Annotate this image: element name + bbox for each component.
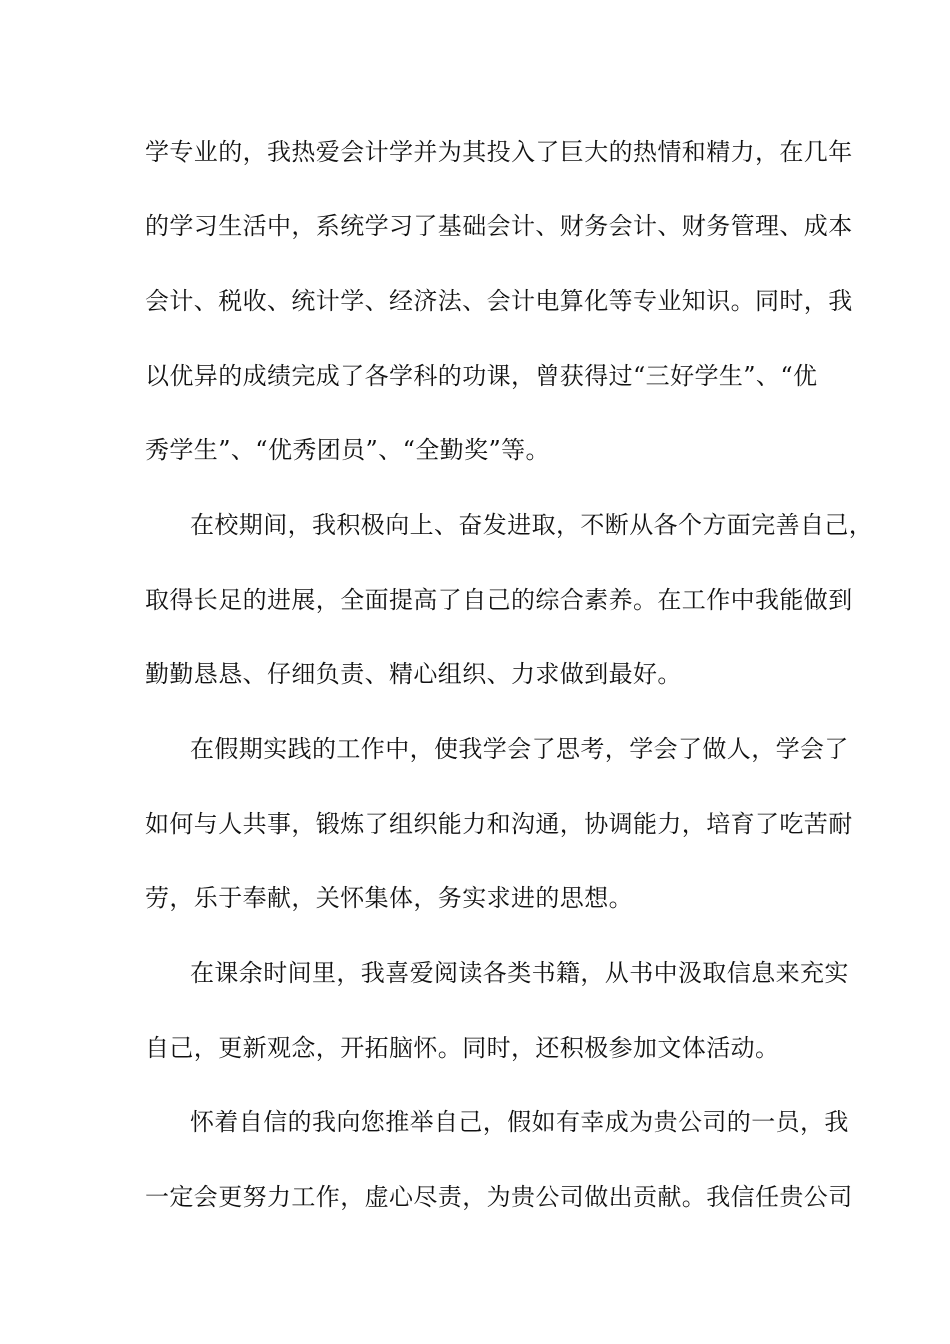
text-line: 取得长足的进展，全面提高了自己的综合素养。在工作中我能做到 bbox=[145, 586, 853, 614]
text-line: 一定会更努力工作，虚心尽责，为贵公司做出贡献。我信任贵公司 bbox=[145, 1183, 853, 1211]
text-line: 的学习生活中，系统学习了基础会计、财务会计、财务管理、成本 bbox=[145, 212, 853, 240]
text-line: 自己，更新观念，开拓脑怀。同时，还积极参加文体活动。 bbox=[145, 1034, 780, 1062]
paragraph-start-line: 在校期间，我积极向上、奋发进取，不断从各个方面完善自己， bbox=[190, 511, 874, 539]
text-line: 秀学生”、“优秀团员”、“全勤奖”等。 bbox=[145, 436, 550, 464]
paragraph-start-line: 怀着自信的我向您推举自己，假如有幸成为贵公司的一员，我 bbox=[190, 1108, 849, 1136]
text-line: 如何与人共事，锻炼了组织能力和沟通，协调能力，培育了吃苦耐 bbox=[145, 810, 853, 838]
paragraph-start-line: 在课余时间里，我喜爱阅读各类书籍，从书中汲取信息来充实 bbox=[190, 959, 849, 987]
text-line: 以优异的成绩完成了各学科的功课，曾获得过“三好学生”、“优 bbox=[145, 362, 818, 390]
text-line: 学专业的，我热爱会计学并为其投入了巨大的热情和精力，在几年 bbox=[145, 138, 853, 166]
text-line: 勤勤恳恳、仔细负责、精心组织、力求做到最好。 bbox=[145, 660, 682, 688]
text-line: 会计、税收、统计学、经济法、会计电算化等专业知识。同时，我 bbox=[145, 287, 853, 315]
text-line: 劳，乐于奉献，关怀集体，务实求进的思想。 bbox=[145, 884, 633, 912]
paragraph-start-line: 在假期实践的工作中，使我学会了思考，学会了做人，学会了 bbox=[190, 735, 849, 763]
